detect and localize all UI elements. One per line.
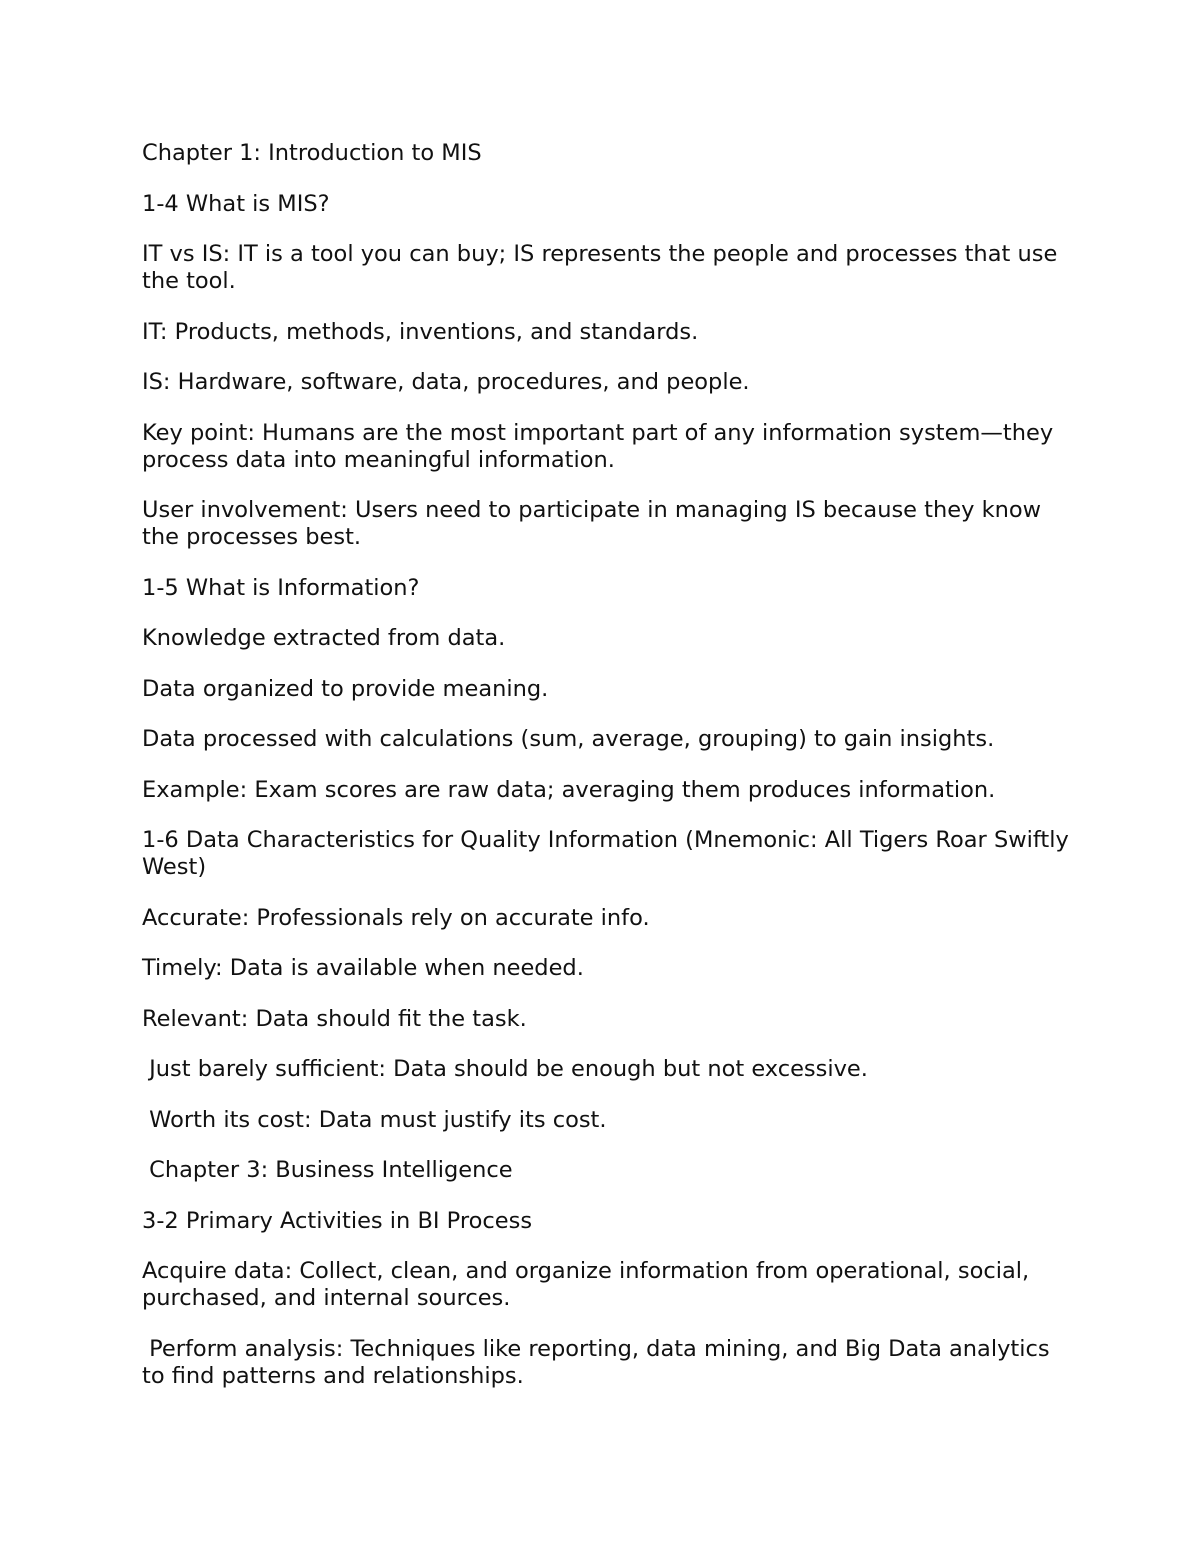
section-1-4-heading: 1-4 What is MIS? — [142, 190, 330, 217]
acquire-data-paragraph: Acquire data: Collect, clean, and organize information from operational, social, purchased, and internal sources. — [142, 1258, 1037, 1311]
chapter-1-heading: Chapter 1: Introduction to MIS — [142, 140, 482, 166]
worth-cost-paragraph: Worth its cost: Data must justify its cost. — [142, 1106, 607, 1133]
it-definition-paragraph: IT: Products, methods, inventions, and standards. — [142, 318, 699, 345]
document-body — [142, 140, 1076, 1413]
information-definition-3: Data processed with calculations (sum, average, grouping) to gain insights. — [142, 726, 995, 752]
chapter-3-heading: Chapter 3: Business Intelligence — [142, 1157, 513, 1183]
key-point-paragraph: Key point: Humans are the most important part of any information system—they process data into meaningful information. — [142, 419, 1061, 473]
section-3-2-heading: 3-2 Primary Activities in BI Process — [142, 1207, 533, 1234]
relevant-paragraph: Relevant: Data should fit the task. — [142, 1005, 527, 1032]
section-1-5-heading: 1-5 What is Information? — [142, 574, 420, 601]
information-definition-1: Knowledge extracted from data. — [142, 625, 506, 651]
it-vs-is-paragraph: IT vs IS: IT is a tool you can buy; IS represents the people and processes that use the tool. — [142, 241, 1065, 294]
sufficient-paragraph: Just barely sufficient: Data should be enough but not excessive. — [142, 1056, 868, 1082]
is-definition-paragraph: IS: Hardware, software, data, procedures, and people. — [142, 369, 750, 395]
perform-analysis-paragraph: Perform analysis: Techniques like reporting, data mining, and Big Data analytics to find patterns and relationships. — [142, 1335, 1057, 1389]
timely-paragraph: Timely: Data is available when needed. — [142, 955, 584, 981]
section-1-6-heading: 1-6 Data Characteristics for Quality Information (Mnemonic: All Tigers Roar Swiftly West) — [142, 827, 1076, 880]
user-involvement-paragraph: User involvement: Users need to participate in managing IS because they know the processes best. — [142, 497, 1049, 550]
information-definition-2: Data organized to provide meaning. — [142, 675, 549, 702]
information-example: Example: Exam scores are raw data; averaging them produces information. — [142, 776, 996, 803]
accurate-paragraph: Accurate: Professionals rely on accurate info. — [142, 904, 650, 931]
